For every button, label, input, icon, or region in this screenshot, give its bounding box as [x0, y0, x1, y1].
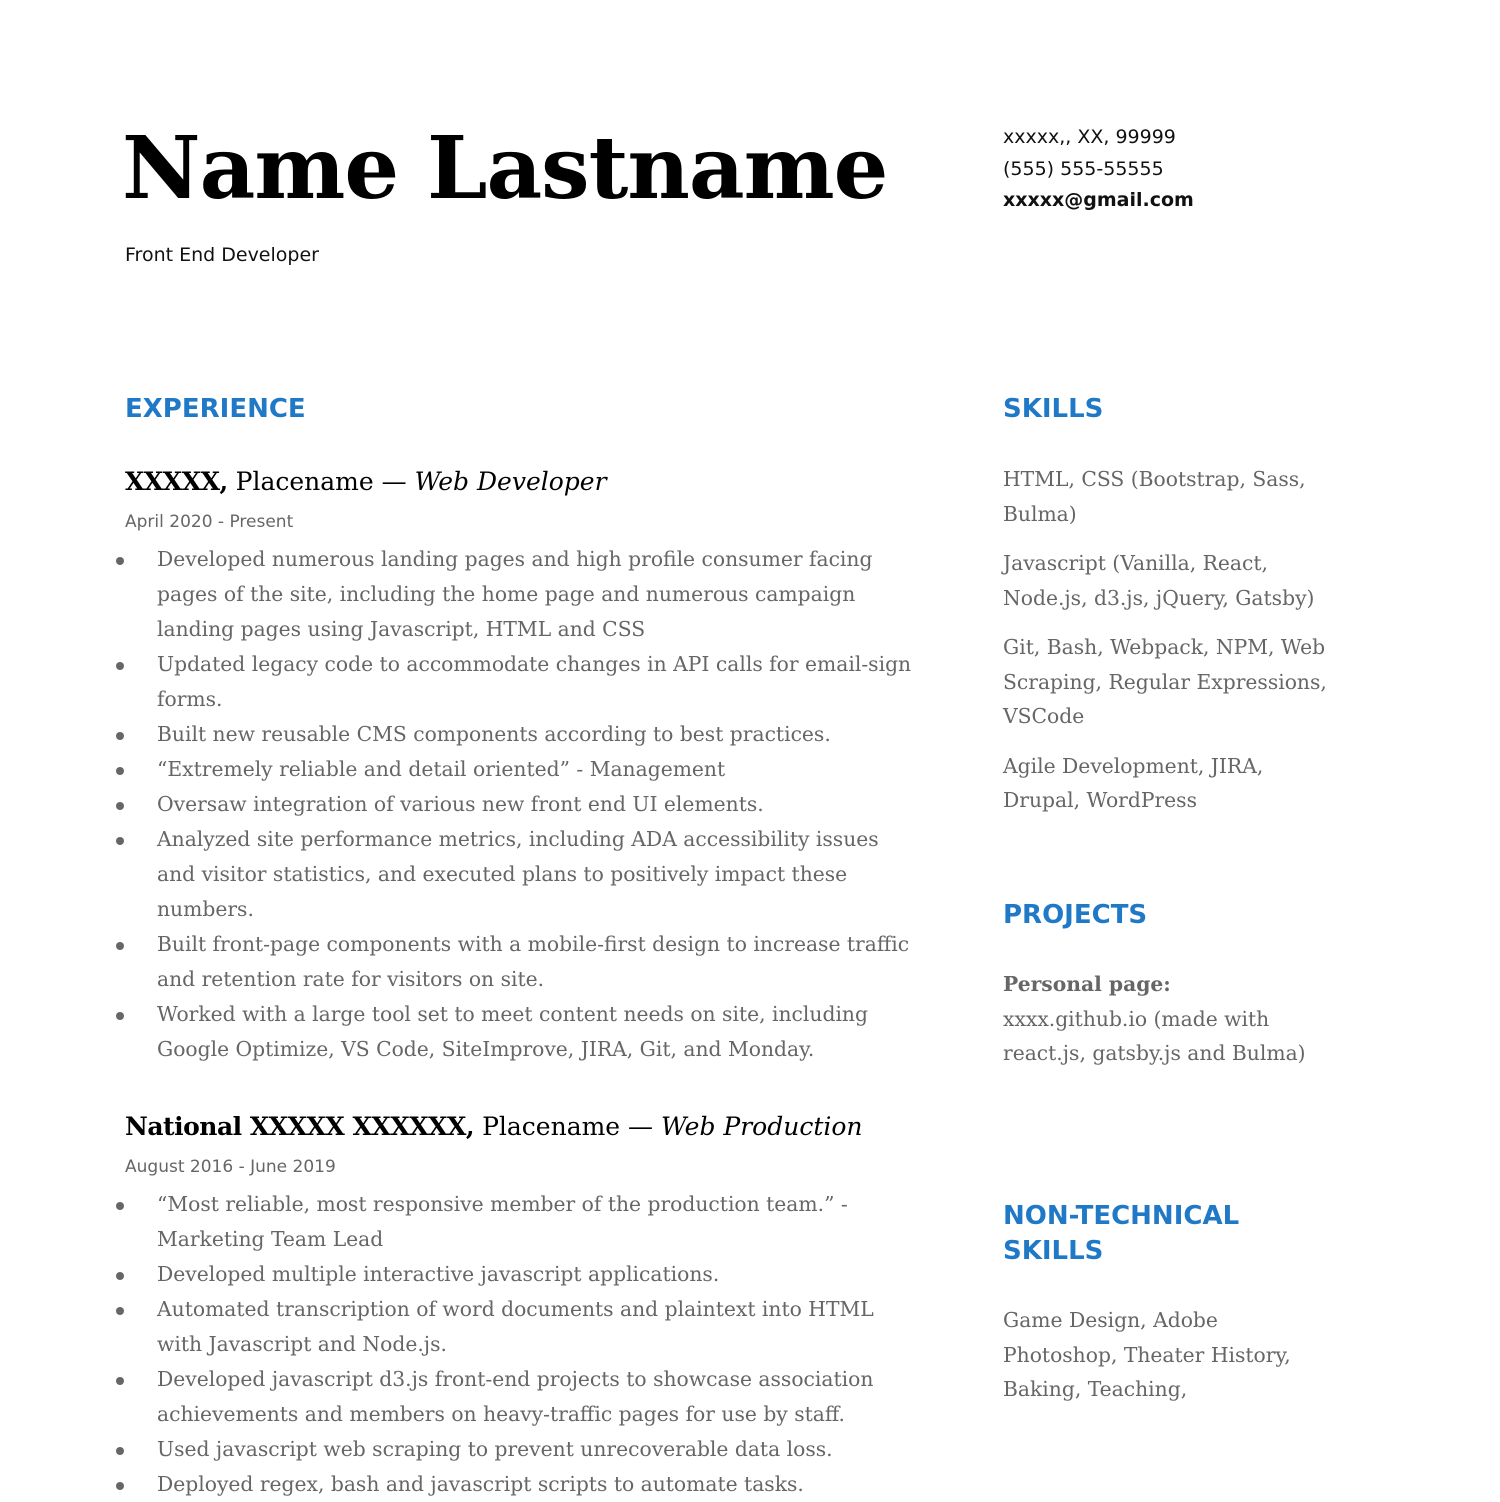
bullet-item: Worked with a large tool set to meet content needs on site, including Google Optimize, VS Code, SiteImprove, JIRA, Git, and Monday.: [125, 997, 917, 1067]
job-title: [125, 462, 945, 502]
bullet-item: Used javascript web scraping to prevent unrecoverable data loss.: [125, 1432, 917, 1467]
resume-name: Name Lastname: [122, 118, 888, 219]
position: Web Developer: [414, 467, 607, 496]
project-label: Personal page:: [1003, 972, 1171, 996]
bullet-item: Developed numerous landing pages and high profile consumer facing pages of the site, including the home page and numerous campaign landing pages using Javascript, HTML and CSS: [125, 542, 917, 647]
skills-list: [1003, 462, 1343, 833]
bullet-item: Built front-page components with a mobile-first design to increase traffic and retention rate for visitors on site.: [125, 927, 917, 997]
job-title: [125, 1107, 945, 1147]
bullet-item: Automated transcription of word documents and plaintext into HTML with Javascript and Node.js.: [125, 1292, 917, 1362]
job-bullets: [125, 1187, 945, 1502]
bullet-item: Built new reusable CMS components according to best practices.: [125, 717, 917, 752]
phone: (555) 555-55555: [1003, 157, 1164, 180]
email: xxxxx@gmail.com: [1003, 189, 1194, 211]
job-dates: April 2020 - Present: [125, 512, 294, 532]
place: Placename —: [227, 467, 415, 496]
job-entry: [125, 462, 945, 1067]
bullet-item: Analyzed site performance metrics, including ADA accessibility issues and visitor statistics, and executed plans to positively impact these numbers.: [125, 822, 917, 927]
experience-heading: EXPERIENCE: [125, 394, 306, 424]
non-technical-text: Game Design, Adobe Photoshop, Theater History, Baking, Teaching,: [1003, 1308, 1291, 1401]
skill-item: Javascript (Vanilla, React, Node.js, d3.js, jQuery, Gatsby): [1003, 551, 1315, 610]
company: XXXXX,: [125, 467, 228, 496]
job-dates: August 2016 - June 2019: [125, 1157, 336, 1177]
non-technical-list: [1003, 1303, 1333, 1422]
non-technical-heading: NON-TECHNICAL SKILLS: [1003, 1201, 1240, 1266]
bullet-item: Updated legacy code to accommodate changes in API calls for email-sign forms.: [125, 647, 917, 717]
skill-item: HTML, CSS (Bootstrap, Sass, Bulma): [1003, 467, 1306, 526]
job-bullets: [125, 542, 945, 1067]
company: National XXXXX XXXXXX,: [125, 1112, 475, 1141]
bullet-item: Oversaw integration of various new front end UI elements.: [125, 787, 917, 822]
address: xxxxx,, XX, 99999: [1003, 126, 1176, 148]
position: Web Production: [661, 1112, 863, 1141]
bullet-item: Deployed regex, bash and javascript scripts to automate tasks.: [125, 1467, 917, 1502]
job-entry: [125, 1107, 945, 1502]
job-role: Front End Developer: [125, 244, 319, 266]
bullet-item: Developed multiple interactive javascript applications.: [125, 1257, 917, 1292]
bullet-item: “Extremely reliable and detail oriented” - Management: [125, 752, 917, 787]
skill-item: Agile Development, JIRA, Drupal, WordPress: [1003, 753, 1264, 812]
bullet-item: “Most reliable, most responsive member of the production team.” - Marketing Team Lead: [125, 1187, 917, 1257]
skill-item: Git, Bash, Webpack, NPM, Web Scraping, Regular Expressions, VSCode: [1003, 635, 1327, 728]
bullet-item: Developed javascript d3.js front-end projects to showcase association achievements and members on heavy-traffic pages for use by staff.: [125, 1362, 917, 1432]
contact-info: [1003, 122, 1194, 217]
project-item: [1003, 967, 1343, 1071]
skills-heading: SKILLS: [1003, 394, 1104, 424]
projects-heading: PROJECTS: [1003, 900, 1148, 930]
place: Placename —: [474, 1112, 661, 1141]
project-text: xxxx.github.io (made with react.js, gatsby.js and Bulma): [1003, 1006, 1306, 1065]
projects-list: [1003, 967, 1343, 1086]
